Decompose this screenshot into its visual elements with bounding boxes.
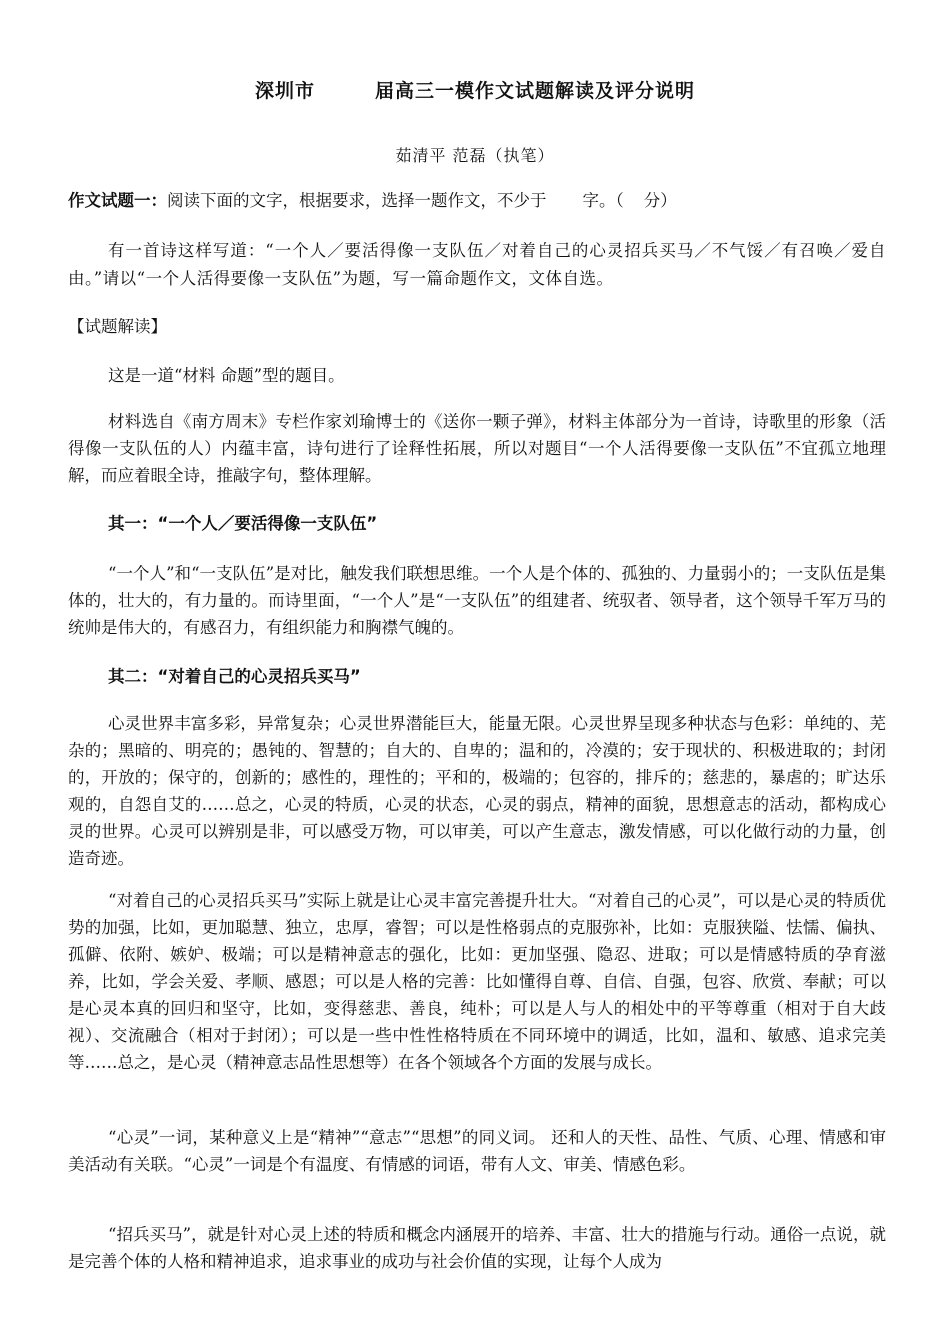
prompt-text-c: 分） — [643, 191, 677, 210]
title-main: 届高三一模作文试题解读及评分说明 — [375, 80, 696, 102]
poem-paragraph: 有一首诗这样写道：“一个人／要活得像一支队伍／对着自己的心灵招兵买马／不气馁／有召唤／爱自由。”请以“一个人活得要像一支队伍”为题，写一篇命题作文，文体自选。 — [68, 241, 886, 288]
prompt-label: 作文试题一： — [68, 191, 167, 210]
paragraph-7: “招兵买马”，就是针对心灵上述的特质和概念内涵展开的培养、丰富、壮大的措施与行动。通俗一点说，就是完善个体的人格和精神追求，追求事业的成功与社会价值的实现，让每个人成为 — [68, 1225, 886, 1271]
paragraph-1: 这是一道“材料 命题”型的题目。 — [108, 366, 345, 385]
paragraph-4: 心灵世界丰富多彩，异常复杂；心灵世界潜能巨大，能量无限。心灵世界呈现多种状态与色彩：单纯的、芜杂的；黑暗的、明亮的；愚钝的、智慧的；自大的、自卑的；温和的，冷漠的；安于现状的、积极进取的；封闭的，开放的；保守的，创新的；感性的，理性的；平和的，极端的；包容的，排斥的；慈悲的，暴虐的；旷达乐观的，自怨自艾的……总之，心灵的特质，心灵的状态，心灵的弱点，精神的面貌，思想意志的活动，都构成心灵的世界。心灵可以辨别是非，可以感受万物，可以审美，可以产生意志，激发情感，可以化做行动的力量，创造奇迹。 — [68, 714, 886, 868]
prompt-line — [68, 187, 886, 214]
paragraph-3: “一个人”和“一支队伍”是对比，触发我们联想思维。一个人是个体的、孤独的、力量弱小的；一支队伍是集体的，壮大的，有力量的。而诗里面，“一个人”是“一支队伍”的组建者、统驭者、领导者，这个领导千军万马的统帅是伟大的，有感召力，有组织能力和胸襟气魄的。 — [68, 564, 886, 637]
prompt-text-b: 字。（ — [582, 191, 624, 210]
title-city: 深圳市 — [254, 80, 315, 102]
byline: 茹清平 范磊（执笔） — [395, 146, 555, 165]
section-heading: 【试题解读】 — [68, 317, 167, 336]
page-title — [0, 76, 950, 103]
paragraph-5: “对着自己的心灵招兵买马”实际上就是让心灵丰富完善提升壮大。“对着自己的心灵”，可以是心灵的特质优势的加强，比如，更加聪慧、独立，忠厚，睿智；可以是性格弱点的克服弥补，比如：克服狭隘、怯懦、偏执、孤僻、依附、嫉妒、极端；可以是精神意志的强化，比如：更加坚强、隐忍、进取；可以是情感特质的孕育滋养，比如，学会关爱、孝顺、感恩；可以是人格的完善：比如懂得自尊、自信、自强，包容、欣赏、奉献；可以是心灵本真的回归和坚守，比如，变得慈悲、善良，纯朴；可以是人与人的相处中的平等尊重（相对于自大歧视）、交流融合（相对于封闭）；可以是一些中性性格特质在不同环境中的调适，比如，温和、敏感、追求完美等……总之，是心灵（精神意志品性思想等）在各个领域各个方面的发展与成长。 — [68, 891, 886, 1072]
subheading-2: 其二：“对着自己的心灵招兵买马” — [108, 667, 361, 686]
paragraph-2: 材料选自《南方周末》专栏作家刘瑜博士的《送你一颗子弹》，材料主体部分为一首诗，诗歌里的形象（活得像一支队伍的人）内蕴丰富，诗句进行了诠释性拓展，所以对题目“一个人活得要像一支队伍”不宜孤立地理解，而应着眼全诗，推敲字句，整体理解。 — [68, 412, 886, 485]
paragraph-6: “心灵”一词，某种意义上是“精神”“意志”“思想”的同义词。 还和人的天性、品性、气质、心理、情感和审美活动有关联。“心灵”一词是个有温度、有情感的词语，带有人文、审美、情感色彩。 — [68, 1128, 886, 1174]
prompt-text-a: 阅读下面的文字，根据要求，选择一题作文，不少于 — [167, 191, 547, 210]
subheading-1: 其一：“一个人／要活得像一支队伍” — [108, 514, 378, 533]
